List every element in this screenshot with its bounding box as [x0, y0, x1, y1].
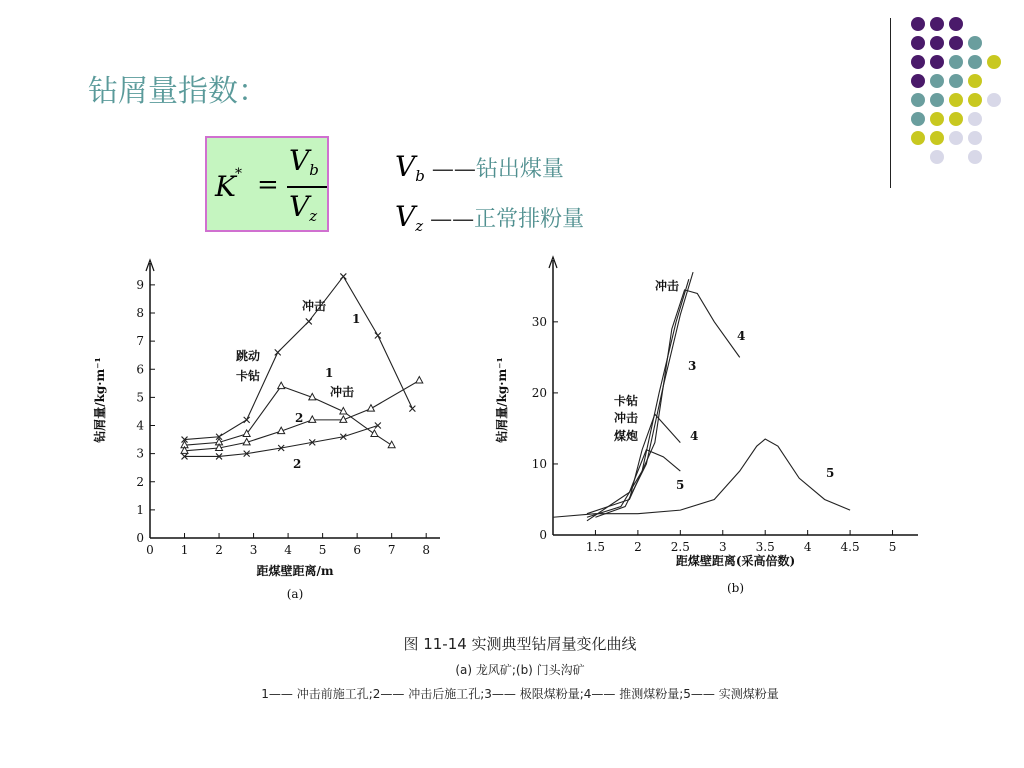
- x-marker: [244, 417, 250, 423]
- y-tick-label: 6: [136, 362, 144, 377]
- x-marker: [306, 318, 312, 324]
- x-tick-label: 8: [422, 543, 431, 557]
- x-tick-label: 4: [803, 540, 812, 554]
- definition-vz: $V_z$ ——正常排粉量: [395, 200, 585, 235]
- chart-annotation: 冲击: [330, 385, 355, 399]
- y-tick-label: 20: [531, 385, 547, 400]
- triangle-marker: [309, 416, 316, 423]
- x-tick-label: 1.5: [585, 540, 605, 554]
- panel-label: (a): [286, 587, 304, 601]
- triangle-marker: [388, 441, 395, 448]
- chart-annotation: 5: [676, 478, 685, 492]
- chart-annotation: 冲击: [614, 411, 639, 425]
- chart-annotation: 冲击: [655, 279, 680, 293]
- x-axis-label: 距煤壁距离(采高倍数): [675, 554, 796, 568]
- formula-numerator: $V_b$: [289, 144, 319, 179]
- x-tick-label: 5: [318, 543, 327, 557]
- chart-annotation: 5: [826, 466, 835, 480]
- chart-b: [494, 257, 918, 595]
- chart-annotation: 2: [293, 457, 302, 471]
- x-marker: [340, 273, 346, 279]
- chart-annotation: 卡钻: [236, 369, 261, 383]
- triangle-marker: [367, 405, 374, 412]
- x-tick-label: 6: [353, 543, 361, 557]
- y-axis-label: 钻屑量/kg·m⁻¹: [93, 357, 107, 443]
- x-marker: [275, 349, 281, 355]
- chart-annotation: 跳动: [236, 349, 261, 363]
- x-tick-label: 7: [387, 543, 396, 557]
- y-tick-label: 0: [136, 531, 144, 545]
- x-marker: [375, 423, 381, 429]
- figure-legend: 1—— 冲击前施工孔;2—— 冲击后施工孔;3—— 极限煤粉量;4—— 推测煤粉量;5—— 实测煤粉量: [261, 687, 779, 701]
- chart-annotation: 4: [737, 329, 746, 343]
- chart-annotation: 4: [690, 429, 699, 443]
- y-tick-label: 0: [539, 528, 547, 542]
- chart-annotation: 卡钻: [614, 394, 639, 408]
- x-tick-label: 2: [215, 543, 223, 557]
- y-tick-label: 3: [136, 446, 144, 461]
- panel-label: (b): [726, 581, 745, 595]
- x-marker: [409, 406, 415, 412]
- chart-annotation: 冲击: [302, 299, 327, 313]
- x-axis-label: 距煤壁距离/m: [256, 564, 334, 578]
- y-tick-label: 8: [136, 306, 144, 320]
- chart-annotation: 1: [325, 366, 334, 380]
- y-tick-label: 2: [136, 474, 144, 489]
- y-axis-label: 钻屑量/kg·m⁻¹: [495, 357, 509, 443]
- triangle-marker: [278, 382, 285, 389]
- x-tick-label: 3.5: [755, 540, 775, 554]
- triangle-marker: [371, 430, 378, 437]
- x-marker: [375, 333, 381, 339]
- series-line-4: [587, 290, 740, 514]
- definition-vb: $V_b$ ——钻出煤量: [395, 150, 564, 185]
- chart-annotation: 煤炮: [614, 429, 639, 443]
- x-tick-label: 0: [146, 543, 154, 557]
- chart-annotation: 3: [688, 359, 697, 373]
- series-line-1: [185, 386, 392, 445]
- y-tick-label: 7: [136, 334, 144, 349]
- x-tick-label: 1: [180, 543, 189, 557]
- formula-eq: =: [257, 170, 279, 200]
- formula-sup: *: [235, 166, 242, 182]
- y-tick-label: 1: [136, 502, 144, 517]
- figure-subcaption: (a) 龙风矿;(b) 门头沟矿: [455, 663, 585, 677]
- x-tick-label: 3: [718, 540, 727, 554]
- formula-lhs: K: [215, 170, 236, 203]
- x-tick-label: 4.5: [840, 540, 860, 554]
- x-tick-label: 2.5: [670, 540, 690, 554]
- y-tick-label: 9: [136, 277, 144, 292]
- chart-annotation: 1: [352, 312, 361, 326]
- triangle-marker: [416, 377, 423, 384]
- series-line-5: [553, 439, 850, 517]
- slide-title: 钻屑量指数：: [88, 74, 268, 109]
- figure-caption: 图 11-14 实测典型钻屑量变化曲线: [403, 635, 637, 653]
- y-tick-label: 10: [531, 456, 547, 471]
- x-tick-label: 4: [284, 543, 292, 557]
- y-tick-label: 30: [531, 314, 547, 329]
- x-tick-label: 5: [888, 540, 897, 554]
- chart-a: [92, 260, 440, 601]
- y-tick-label: 5: [136, 390, 144, 405]
- y-tick-label: 4: [136, 418, 144, 433]
- chart-annotation: 2: [295, 411, 304, 425]
- x-tick-label: 2: [634, 540, 642, 554]
- formula-denominator: $V_z$: [289, 190, 318, 225]
- x-tick-label: 3: [249, 543, 258, 557]
